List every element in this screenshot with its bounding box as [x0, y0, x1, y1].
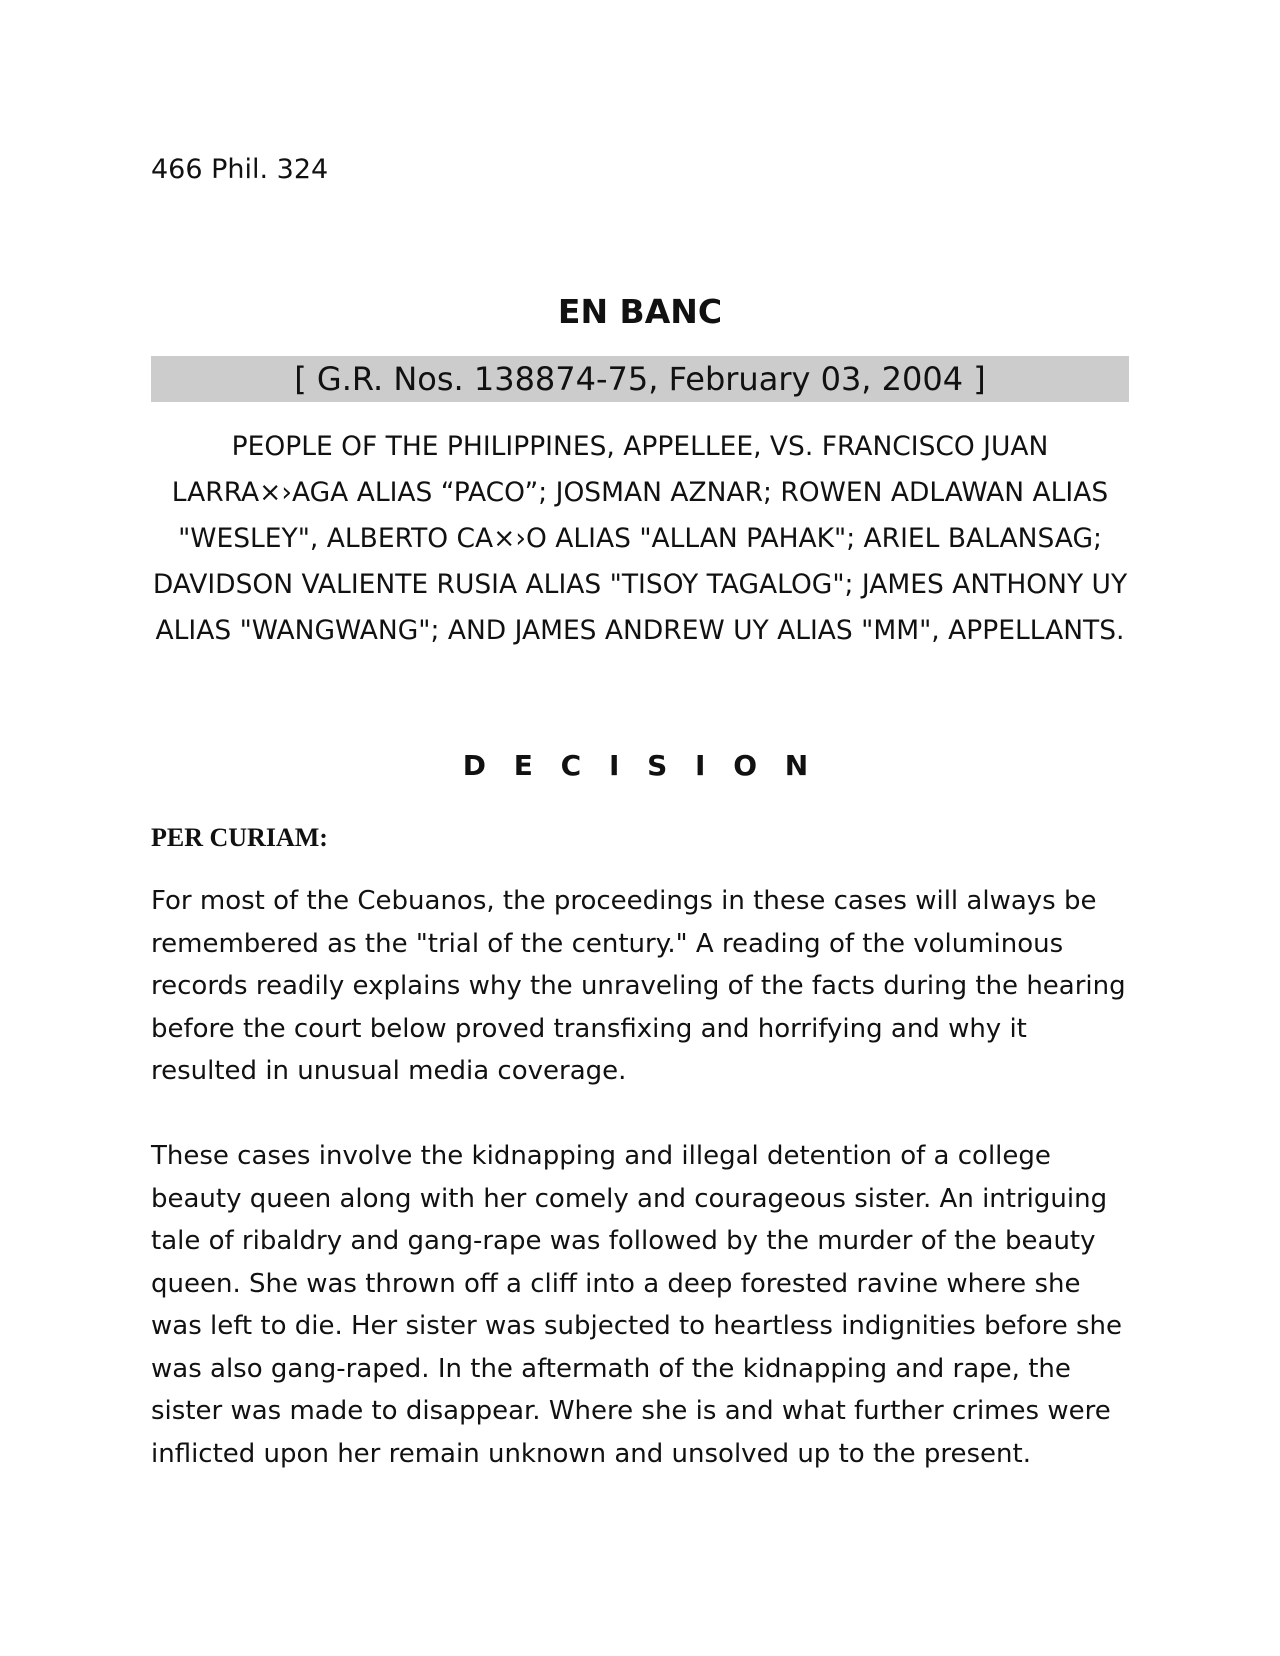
- case-parties: PEOPLE OF THE PHILIPPINES, APPELLEE, VS. FRANCISCO JUAN LARRA×›AGA ALIAS “PACO”; JOSMAN AZNAR; ROWEN ADLAWAN ALIAS "WESLEY", ALBERTO CA×›O ALIAS "ALLAN PAHAK"; ARIEL BALANSAG; DAVIDSON VALIENTE RUSIA ALIAS "TISOY TAGALOG"; JAMES ANTHONY UY ALIAS "WANGWANG"; AND JAMES ANDREW UY ALIAS "MM", APPELLANTS.: [152, 431, 1128, 646]
- decision-paragraph: For most of the Cebuanos, the proceedings in these cases will always be remembered as the "trial of the century." A reading of the voluminous records readily explains why the unraveling of the facts during the hearing before the court below proved transfixing and horrifying and why it resulted in unusual media coverage.: [151, 886, 1126, 1086]
- ponente-label: PER CURIAM:: [151, 823, 328, 852]
- decision-paragraph: These cases involve the kidnapping and illegal detention of a college beauty queen along with her comely and courageous sister. An intriguing tale of ribaldry and gang-rape was followed by the murder of the beauty queen. She was thrown off a cliff into a deep forested ravine where she was left to die. Her sister was subjected to heartless indignities before she was also gang-raped. In the aftermath of the kidnapping and rape, the sister was made to disappear. Where she is and what further crimes were inflicted upon her remain unknown and unsolved up to the present.: [151, 1141, 1123, 1469]
- case-citation: 466 Phil. 324: [151, 154, 329, 185]
- court-division: EN BANC: [557, 292, 723, 331]
- gr-number-banner: [ G.R. Nos. 138874-75, February 03, 2004 ]: [151, 356, 1129, 402]
- decision-heading: D E C I S I O N: [462, 749, 818, 782]
